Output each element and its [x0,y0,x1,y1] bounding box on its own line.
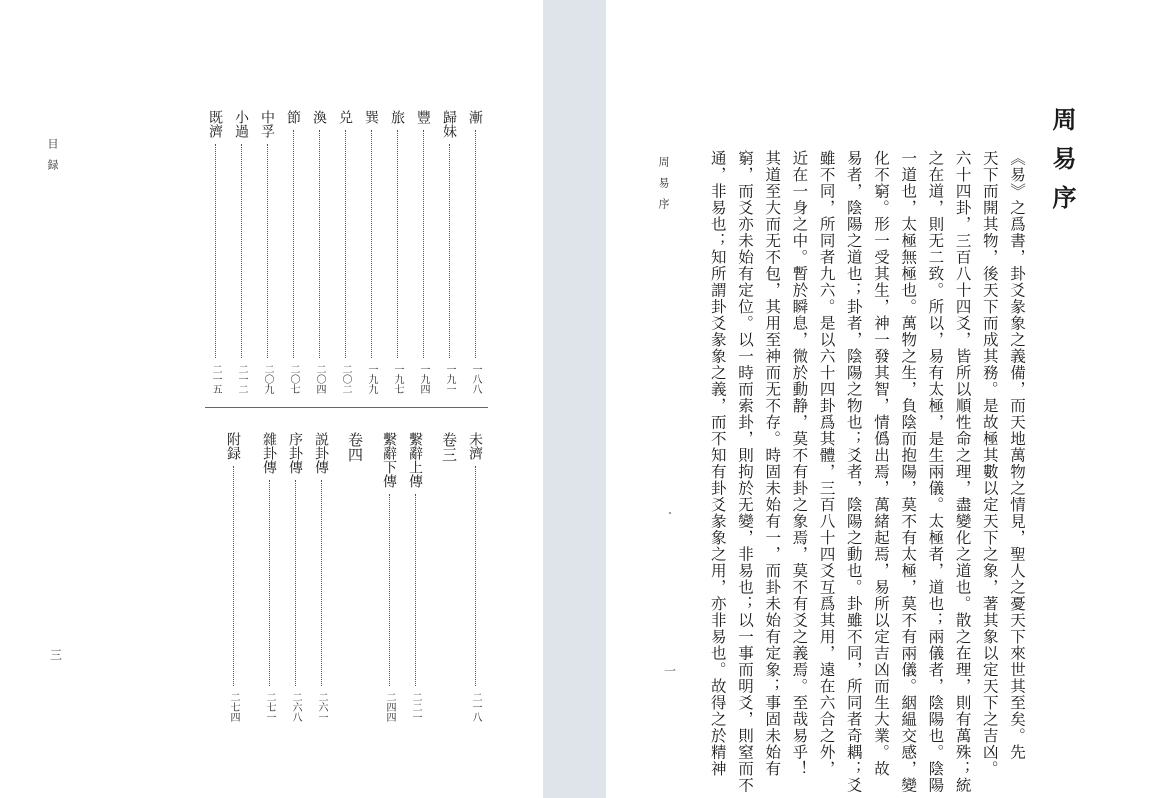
toc-entry-title: 雜卦傳 [261,432,277,474]
toc-entry-title: 未濟 [467,432,483,460]
toc-entry[interactable] [256,110,278,394]
toc-leader-dots [345,130,346,358]
toc-entry-title: 漸 [467,110,483,124]
toc-entry-title: 附録 [225,432,241,460]
preface-column: 一道也，太極無極也。萬物之生，負陰而抱陽，莫不有太極，莫不有兩儀。絪緼交感，變 [899,150,918,794]
toc-leader-dots [215,144,216,358]
toc-entry[interactable] [438,432,460,722]
toc-entry[interactable] [222,432,244,722]
toc-entry-title: 卷三 [440,432,458,462]
preface-column: 之在道，則无二致。所以，易有太極，是生兩儀。太極者，道也；兩儀者，陰陽也。陰陽 [926,150,945,794]
toc-entry-page: 二七四 [228,692,239,722]
page-gutter [543,0,606,798]
toc-entry[interactable] [386,110,408,394]
toc-entry[interactable] [378,432,400,722]
toc-entry-page: 二〇四 [314,364,325,394]
toc-entry-page: 一九四 [418,364,429,394]
toc-leader-dots [293,130,294,358]
toc-entry-page: 一九九 [366,364,377,394]
toc-entry[interactable] [360,110,382,394]
toc-entry-page: 二二一 [410,692,421,722]
left-running-head: 目録 [46,138,59,180]
toc-entry[interactable] [308,110,330,394]
toc-leader-dots [319,130,320,358]
toc-leader-dots [475,130,476,358]
toc-entry-title: 豐 [415,110,431,124]
toc-entry-title: 節 [285,110,301,124]
preface-column: 化不窮。形一受其生，神一發其智，情僞出焉，萬緒起焉，易所以定吉凶而生大業。故 [872,150,890,777]
right-running-head: 周易序 [657,156,670,219]
toc-entry-page: 二〇七 [288,364,299,394]
toc-entry-page: 二七一 [264,692,275,722]
scan-speck [669,512,671,514]
preface-column: 天下而開其物，後天下而成其務。是故極其數以定天下之象，著其象以定天下之吉凶。 [980,150,999,777]
toc-leader-dots [295,480,296,686]
toc-entry-page: 二六八 [290,692,301,722]
toc-entry-page: 二〇二 [340,364,351,394]
preface-column: 《易》之爲書，卦爻彖象之義備，而天地萬物之情見，聖人之憂天下來世其至矣。先 [1008,150,1026,761]
toc-entry[interactable] [284,432,306,722]
toc-entry-title: 説卦傳 [313,432,329,474]
toc-divider [205,407,488,408]
preface-column: 其道至大而无不包，其用至神而无不存。時固未始有一，而卦未始有定象；事固未始有 [763,150,782,777]
toc-entry-title: 小過 [233,110,249,138]
preface-column: 近在一身之中。暫於瞬息，微於動静，莫不有卦之象焉，莫不有爻之義焉。至哉易乎！ [790,150,809,777]
toc-leader-dots [389,494,390,686]
toc-entry-page: 二六一 [316,692,327,722]
preface-column: 六十四卦，三百八十四爻，皆所以順性命之理，盡變化之道也。散之在理，則有萬殊；統 [953,150,972,794]
toc-entry-title: 巽 [363,110,379,124]
toc-entry-page: 一八八 [470,364,481,394]
preface-title: 周易序 [1048,107,1077,224]
toc-entry[interactable] [404,432,426,722]
toc-entry[interactable] [204,110,226,394]
toc-leader-dots [397,130,398,358]
toc-entry-title: 旅 [389,110,405,124]
toc-entry-page: 二四四 [384,692,395,722]
preface-column: 易者，陰陽之道也；卦者，陰陽之物也；爻者，陰陽之動也。卦雖不同，所同者奇耦；爻 [844,150,863,794]
preface-column: 通，非易也；知所謂卦爻彖象之義，而不知有卦爻彖象之用，亦非易也。故得之於精神 [708,150,727,777]
toc-entry-title: 既濟 [207,110,223,138]
toc-entry-page: 一九七 [392,364,403,394]
toc-leader-dots [241,144,242,358]
toc-entry-page: 二一二 [236,364,247,394]
toc-entry-title: 繫辭上傳 [407,432,423,488]
toc-entry-title: 卷四 [346,432,364,462]
toc-leader-dots [415,494,416,686]
toc-leader-dots [269,480,270,686]
preface-column: 窮，而爻亦未始有定位。以一時而索卦，則拘於无變，非易也；以一事而明爻，則窒而不 [736,150,754,794]
toc-leader-dots [475,466,476,686]
toc-leader-dots [321,480,322,686]
left-folio: 三 [50,648,63,662]
toc-entry-title: 中孚 [259,110,275,138]
toc-entry[interactable] [412,110,434,394]
toc-entry[interactable] [464,432,486,722]
toc-leader-dots [449,144,450,358]
preface-column: 雖不同，所同者九六。是以六十四卦爲其體，三百八十四爻互爲其用，遠在六合之外， [817,150,836,777]
toc-leader-dots [371,130,372,358]
toc-entry-page: 一九一 [444,364,455,394]
toc-entry[interactable] [344,432,366,722]
toc-leader-dots [233,466,234,686]
toc-entry[interactable] [310,432,332,722]
toc-entry-title: 兑 [337,110,353,124]
toc-entry-page: 二〇九 [262,364,273,394]
toc-entry-page: 二一八 [470,692,481,722]
toc-entry[interactable] [230,110,252,394]
toc-entry[interactable] [258,432,280,722]
toc-entry-title: 歸妹 [441,110,457,138]
toc-leader-dots [267,144,268,358]
toc-entry-title: 繫辭下傳 [381,432,397,488]
toc-leader-dots [423,130,424,358]
toc-entry[interactable] [438,110,460,394]
toc-entry-title: 渙 [311,110,327,124]
toc-entry-title: 序卦傳 [287,432,303,474]
right-folio: 一 [664,664,677,678]
toc-entry[interactable] [282,110,304,394]
toc-entry[interactable] [334,110,356,394]
toc-entry-page: 二一五 [210,364,221,394]
toc-entry[interactable] [464,110,486,394]
